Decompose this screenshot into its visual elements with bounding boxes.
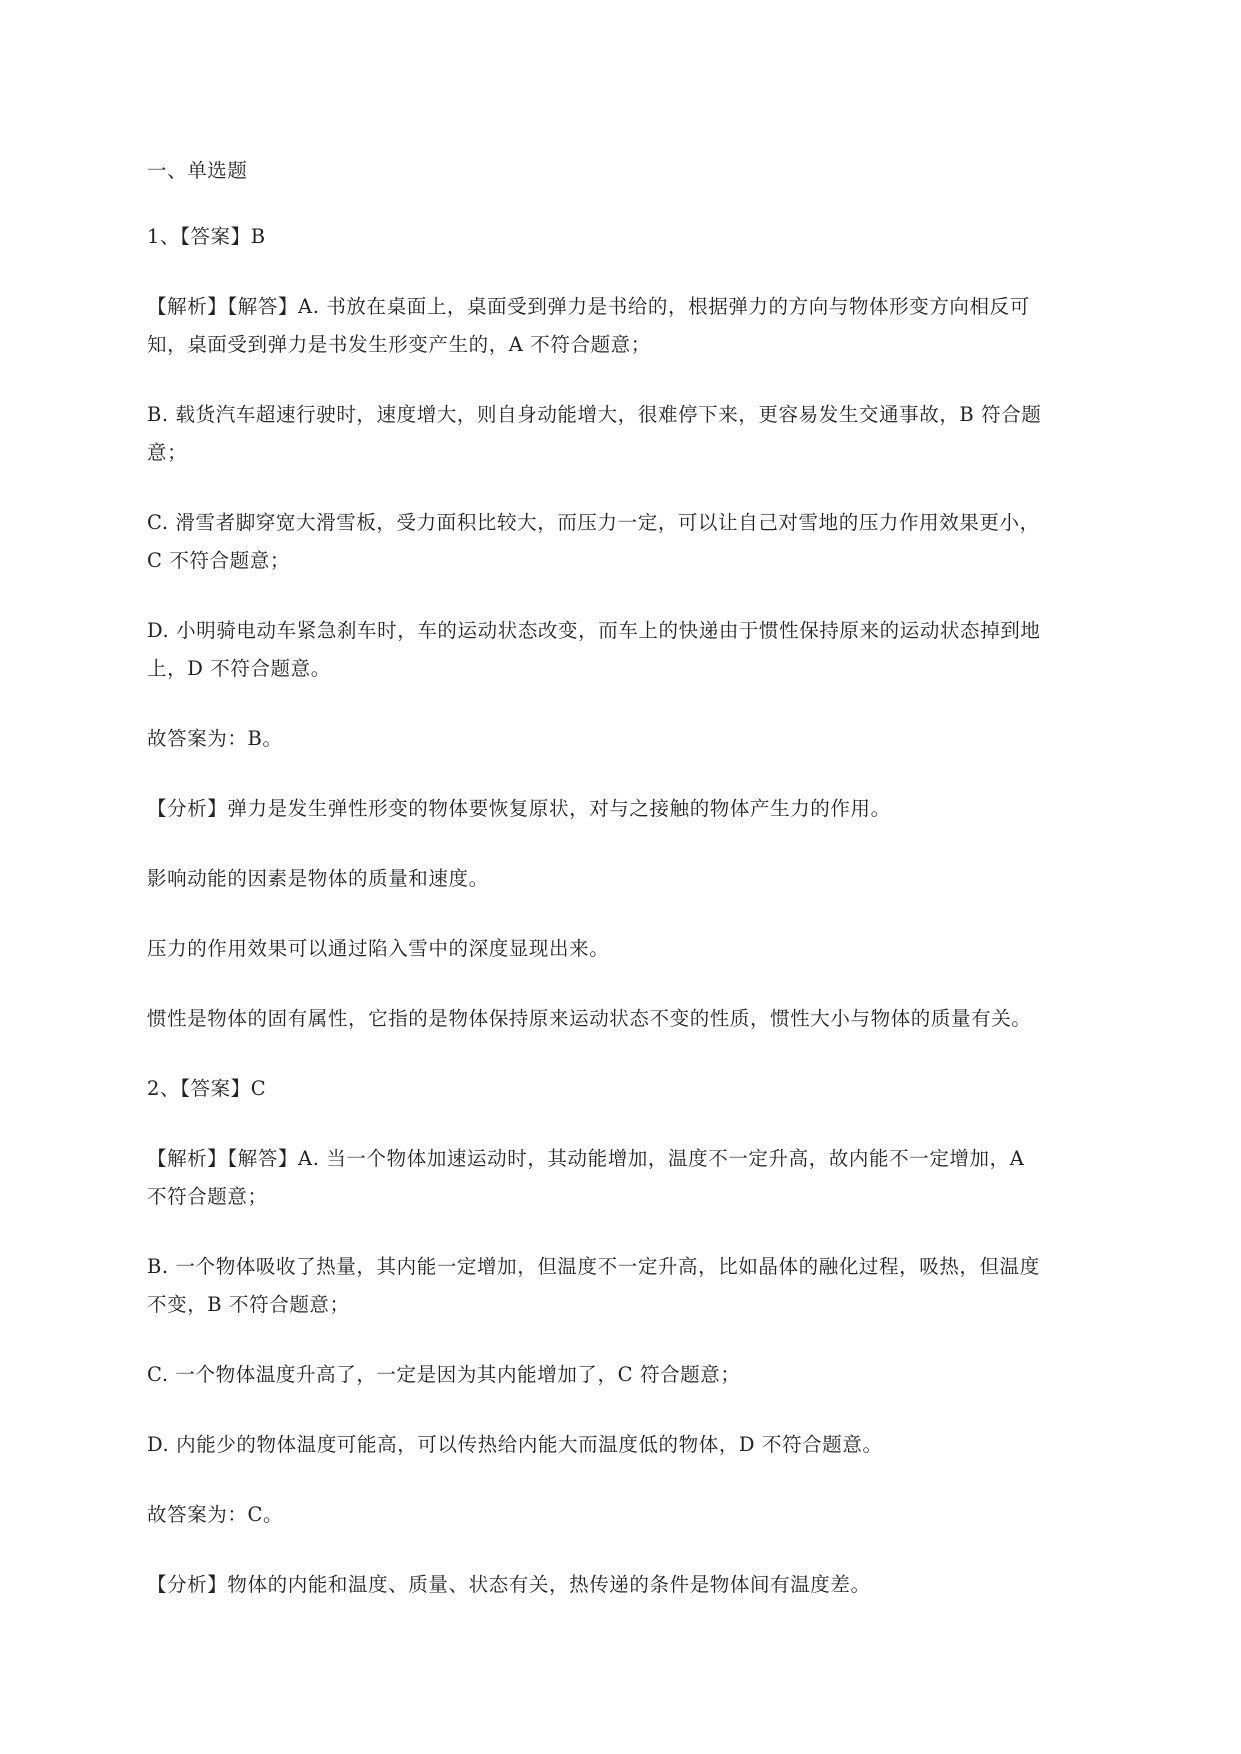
q2-option-c-explanation: C. 一个物体温度升高了，一定是因为其内能增加了，C 符合题意； — [147, 1363, 741, 1386]
q1-conclusion: 故答案为：B。 — [147, 727, 283, 750]
q1-a-line-2: 知，桌面受到弹力是书发生形变产生的，A 不符合题意； — [147, 333, 651, 356]
q1-analysis-4: 惯性是物体的固有属性，它指的是物体保持原来运动状态不变的性质，惯性大小与物体的质量有关。 — [147, 1007, 1032, 1030]
q1-c-line-2: C 不符合题意； — [147, 549, 290, 572]
q1-b-line-2: 意； — [147, 441, 188, 464]
q2-analysis-1: 【分析】物体的内能和温度、质量、状态有关，热传递的条件是物体间有温度差。 — [147, 1573, 871, 1596]
q2-answer: 2、【答案】C — [147, 1077, 267, 1100]
q2-option-d-explanation: D. 内能少的物体温度可能高，可以传热给内能大而温度低的物体，D 不符合题意。 — [147, 1433, 883, 1456]
q1-option-c-explanation — [147, 504, 1157, 580]
q1-analysis-1: 【分析】弹力是发生弹性形变的物体要恢复原状，对与之接触的物体产生力的作用。 — [147, 797, 891, 820]
q2-option-b-explanation — [147, 1248, 1157, 1324]
q2-b-line-1: B. 一个物体吸收了热量，其内能一定增加，但温度不一定升高，比如晶体的融化过程，吸热，但温度 — [147, 1255, 1040, 1278]
q2-conclusion: 故答案为：C。 — [147, 1503, 284, 1526]
q2-b-line-2: 不变，B 不符合题意； — [147, 1293, 350, 1316]
document-page — [147, 152, 1157, 1636]
q1-b-line-1: B. 载货汽车超速行驶时，速度增大，则自身动能增大，很难停下来，更容易发生交通事故，B 符合题 — [147, 403, 1042, 426]
section-title: 一、单选题 — [147, 159, 248, 182]
q1-analysis-3: 压力的作用效果可以通过陷入雪中的深度显现出来。 — [147, 937, 610, 960]
q1-d-line-1: D. 小明骑电动车紧急刹车时，车的运动状态改变，而车上的快递由于惯性保持原来的运动状态掉到地 — [147, 619, 1041, 642]
q1-option-d-explanation — [147, 612, 1157, 688]
q1-a-line-1: 【解析】【解答】A. 书放在桌面上，桌面受到弹力是书给的，根据弹力的方向与物体形变方向相反可 — [147, 295, 1030, 318]
q1-answer: 1、【答案】B — [147, 225, 266, 248]
q1-analysis-2: 影响动能的因素是物体的质量和速度。 — [147, 867, 489, 890]
q2-option-a-explanation — [147, 1140, 1157, 1216]
q2-a-line-2: 不符合题意； — [147, 1185, 268, 1208]
q2-a-line-1: 【解析】【解答】A. 当一个物体加速运动时，其动能增加，温度不一定升高，故内能不一定增加，A — [147, 1147, 1025, 1170]
q1-option-a-explanation — [147, 288, 1157, 364]
q1-c-line-1: C. 滑雪者脚穿宽大滑雪板，受力面积比较大，而压力一定，可以让自己对雪地的压力作用效果更小， — [147, 511, 1040, 534]
q1-d-line-2: 上，D 不符合题意。 — [147, 657, 331, 680]
q1-option-b-explanation — [147, 396, 1157, 472]
